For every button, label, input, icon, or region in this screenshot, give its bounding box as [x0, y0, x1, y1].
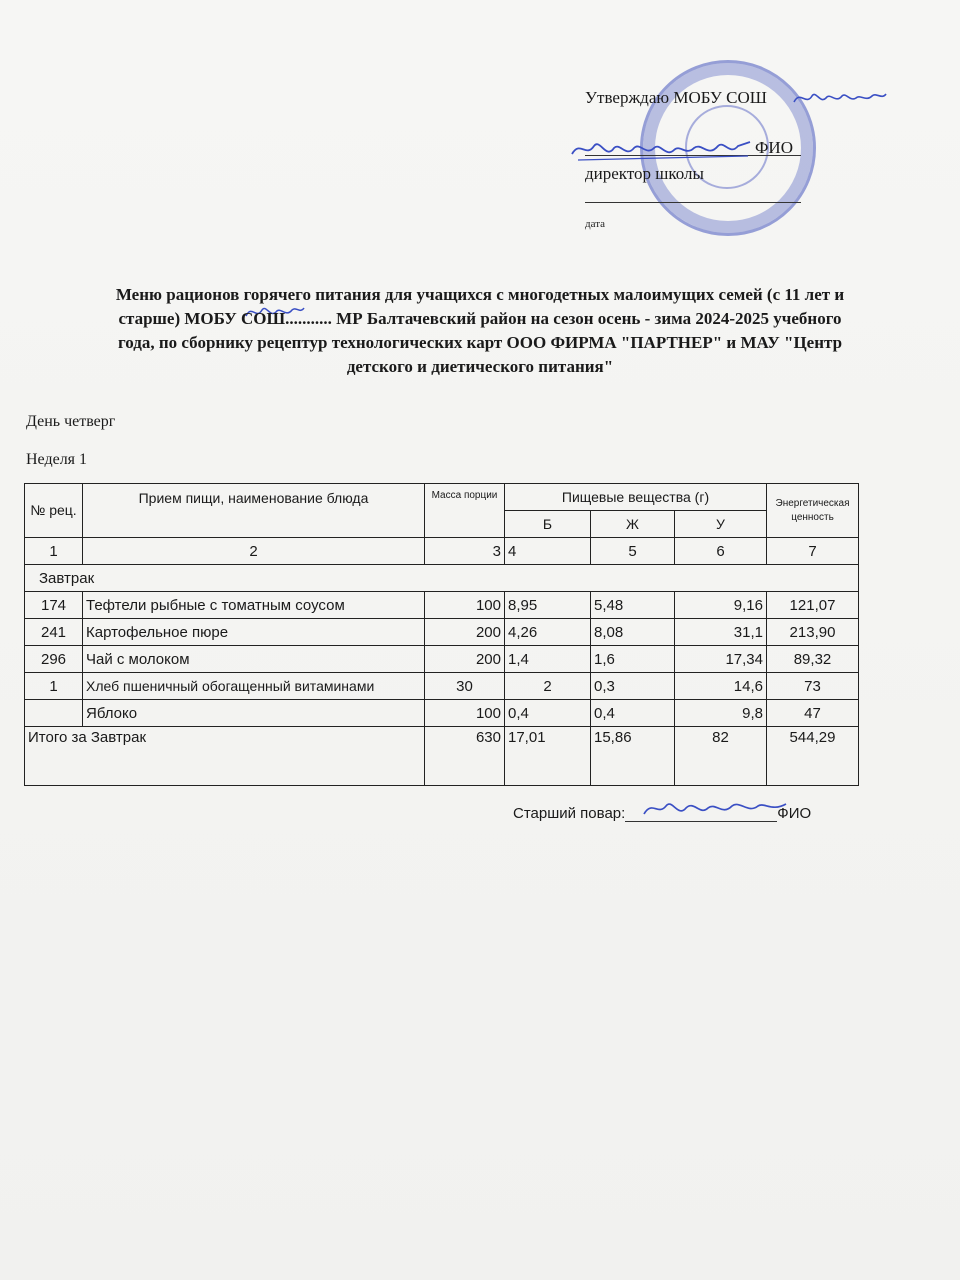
- school-name-handwriting: [790, 84, 890, 112]
- row-energy: 73: [767, 673, 859, 700]
- column-number-row: [25, 538, 859, 565]
- row-dish-name: Хлеб пшеничный обогащенный витаминами: [83, 673, 425, 700]
- title-line-2c: МР Балтачевский район на сезон осень - зима 2024-2025 учебного: [331, 309, 842, 328]
- approval-date-line: [585, 202, 801, 203]
- row-carbs: 17,34: [675, 646, 767, 673]
- header-meal-name: Прием пищи, наименование блюда: [83, 484, 425, 538]
- row-carbs: 9,16: [675, 592, 767, 619]
- column-number: 3: [425, 538, 505, 565]
- row-proteins: 0,4: [505, 700, 591, 727]
- row-fats: 5,48: [591, 592, 675, 619]
- row-dish-name: Чай с молоком: [83, 646, 425, 673]
- total-label: Итого за Завтрак: [25, 727, 425, 786]
- row-energy: 89,32: [767, 646, 859, 673]
- title-line-2-dots: ...........: [285, 309, 332, 328]
- row-fats: 0,3: [591, 673, 675, 700]
- approval-fio-label: ФИО: [755, 138, 793, 157]
- header-rec-number: № рец.: [25, 484, 83, 538]
- row-carbs: 14,6: [675, 673, 767, 700]
- table-row: [25, 700, 859, 727]
- total-row: [25, 727, 859, 786]
- senior-cook-label: Старший повар:: [513, 805, 626, 822]
- total-mass: 630: [425, 727, 505, 786]
- table-row: [25, 592, 859, 619]
- senior-cook-block: [513, 805, 811, 822]
- row-fats: 8,08: [591, 619, 675, 646]
- row-proteins: 8,95: [505, 592, 591, 619]
- total-carbs: 82: [675, 727, 767, 786]
- table-row: [25, 646, 859, 673]
- title-line-4: детского и диетического питания": [346, 357, 614, 376]
- row-mass: 200: [425, 619, 505, 646]
- header-fats: Ж: [591, 511, 675, 538]
- title-line-2a: старше) МОБУ СОШ: [118, 309, 286, 328]
- menu-table: [24, 483, 859, 786]
- header-nutrients: Пищевые вещества (г): [505, 484, 767, 511]
- title-line-3: года, по сборнику рецептур технологических карт ООО ФИРМА "ПАРТНЕР" и МАУ "Центр: [117, 333, 843, 352]
- row-dish-name: Яблоко: [83, 700, 425, 727]
- approval-role: директор школы: [585, 164, 704, 183]
- week-label: Неделя 1: [26, 451, 88, 468]
- row-rec: 296: [25, 646, 83, 673]
- approval-line: Утверждаю МОБУ СОШ: [585, 88, 767, 107]
- row-mass: 100: [425, 592, 505, 619]
- column-number: 1: [25, 538, 83, 565]
- total-energy: 544,29: [767, 727, 859, 786]
- row-proteins: 4,26: [505, 619, 591, 646]
- row-fats: 0,4: [591, 700, 675, 727]
- row-rec: [25, 700, 83, 727]
- row-energy: 121,07: [767, 592, 859, 619]
- row-proteins: 1,4: [505, 646, 591, 673]
- total-proteins: 17,01: [505, 727, 591, 786]
- director-signature: [568, 132, 758, 168]
- column-number: 5: [591, 538, 675, 565]
- table-row: [25, 673, 859, 700]
- table-row: [25, 619, 859, 646]
- row-carbs: 9,8: [675, 700, 767, 727]
- row-mass: 200: [425, 646, 505, 673]
- row-rec: 1: [25, 673, 83, 700]
- header-carbs: У: [675, 511, 767, 538]
- title-line-2: [40, 307, 920, 331]
- column-number: 4: [505, 538, 591, 565]
- row-energy: 213,90: [767, 619, 859, 646]
- senior-cook-fio: ФИО: [777, 805, 812, 822]
- row-rec: 174: [25, 592, 83, 619]
- header-energy: Энергетическая ценность: [767, 484, 859, 538]
- row-energy: 47: [767, 700, 859, 727]
- column-number: 2: [83, 538, 425, 565]
- table-header-row: [25, 484, 859, 511]
- section-breakfast: Завтрак: [25, 565, 859, 592]
- row-dish-name: Тефтели рыбные с томатным соусом: [83, 592, 425, 619]
- total-fats: 15,86: [591, 727, 675, 786]
- section-row: [25, 565, 859, 592]
- row-dish-name: Картофельное пюре: [83, 619, 425, 646]
- row-proteins: 2: [505, 673, 591, 700]
- column-number: 7: [767, 538, 859, 565]
- cook-signature-line: [625, 805, 777, 822]
- menu-title: [40, 283, 920, 379]
- column-number: 6: [675, 538, 767, 565]
- row-mass: 30: [425, 673, 505, 700]
- row-fats: 1,6: [591, 646, 675, 673]
- approval-date-label: дата: [585, 218, 606, 230]
- header-proteins: Б: [505, 511, 591, 538]
- day-label: День четверг: [26, 413, 116, 430]
- row-rec: 241: [25, 619, 83, 646]
- row-mass: 100: [425, 700, 505, 727]
- title-line-1: Меню рационов горячего питания для учащихся с многодетных малоимущих семей (с 11 лет и: [115, 285, 845, 304]
- row-carbs: 31,1: [675, 619, 767, 646]
- header-mass: Масса порции: [425, 484, 505, 538]
